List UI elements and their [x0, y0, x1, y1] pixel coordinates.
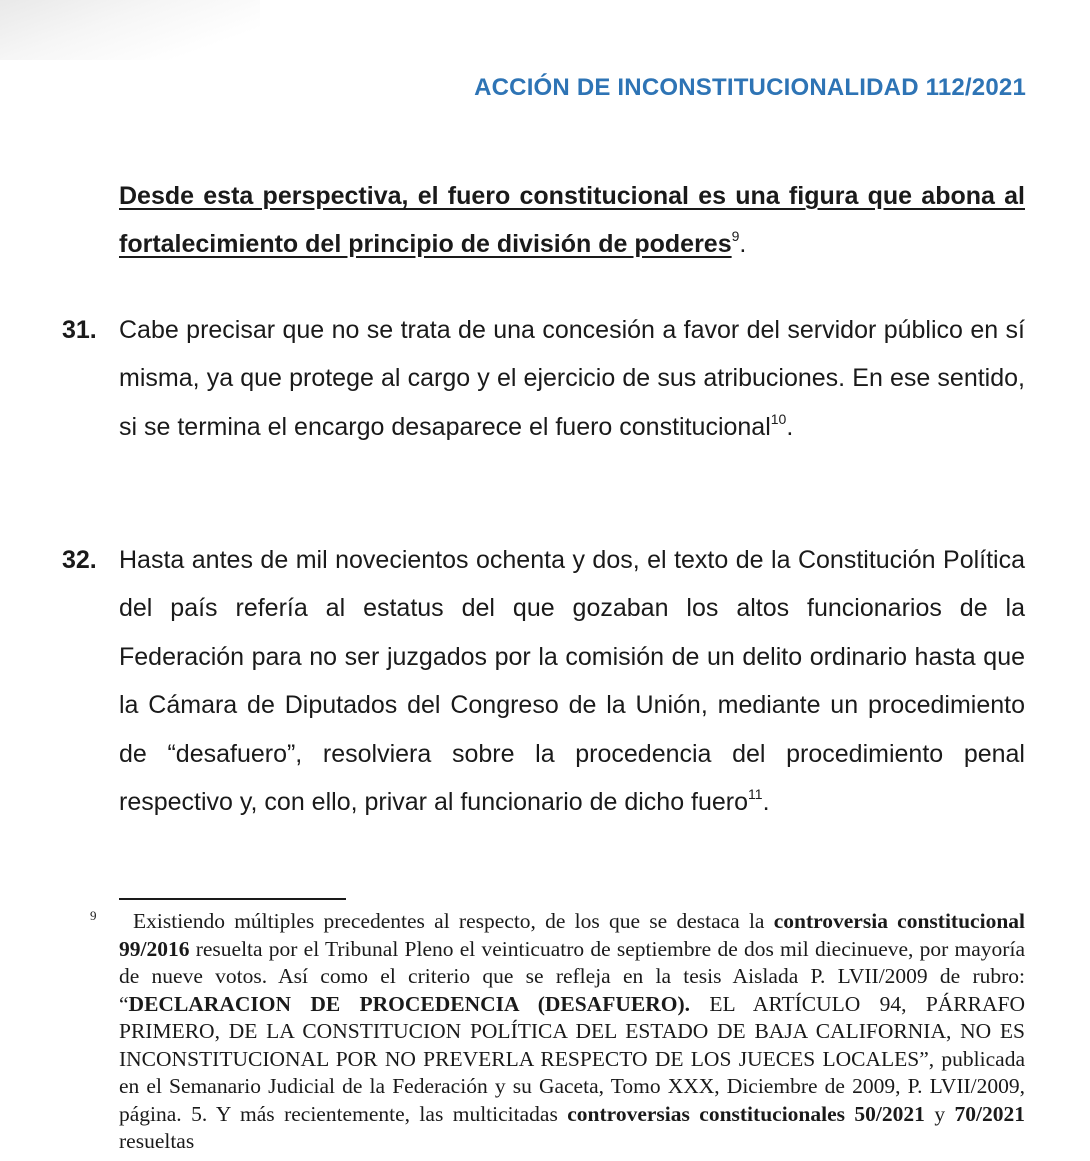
paragraph-31-trail: .: [786, 412, 794, 441]
paragraph-number-32: 32.: [62, 546, 97, 574]
footnote-separator: [119, 898, 346, 900]
footnote-bold-4: 70/2021: [954, 1101, 1025, 1126]
footnote-mark: 9: [90, 908, 97, 923]
paragraph-31-text: Cabe precisar que no se trata de una concesión a favor del servidor público en sí misma, ya que protege al cargo y el ejercicio de sus atribuciones. En ese sentido, si se termina el encargo desaparece el fuero constitucional: [119, 316, 1025, 441]
footnote-ref-10[interactable]: 10: [770, 410, 787, 427]
paragraph-32: [119, 536, 1025, 826]
paragraph-32-text: Hasta antes de mil novecientos ochenta y dos, el texto de la Constitución Política del país refería al estatus del que gozaban los altos funcionarios de la Federación para no ser juzgados por la comisión de un delito ordinario hasta que la Cámara de Diputados del Congreso de la Unión, mediante un procedimiento de “desafuero”, resolviera sobre la procedencia del procedimiento penal respectivo y, con ello, privar al funcionario de dicho fuero: [119, 546, 1025, 817]
footnote-text-4: y: [924, 1101, 955, 1126]
footnote-text-1: Existiendo múltiples precedentes al respecto, de los que se destaca la: [133, 909, 774, 933]
footnote-9: [119, 908, 1025, 1156]
footnote-bold-3: controversias constitucionales 50/2021: [567, 1101, 925, 1126]
paragraph-32-trail: .: [762, 788, 770, 817]
footnote-text-3: EL ARTÍCULO 94, PÁRRAFO PRIMERO, DE LA CONSTITUCION POLÍTICA DEL ESTADO DE BAJA CALIFORNIA, NO ES INCONSTITUCIONAL POR NO PREVERLA RESPECTO DE LOS JUECES LOCALES”, publicada en el Semanario Judicial de la Federación y su Gaceta, Tomo XXX, Diciembre de 2009, P. LVII/2009, página. 5. Y más recientemente, las multicitadas: [119, 991, 1025, 1126]
paragraph-31: [119, 306, 1025, 451]
footnote-bold-1: controversia constitucional 99/2016: [119, 909, 1025, 961]
footnote-text-5: resueltas: [119, 1129, 195, 1153]
intro-underlined-text: Desde esta perspectiva, el fuero constitucional es una figura que abona al fortalecimiento del principio de división de poderes: [119, 182, 1025, 259]
footnote-bold-2: DECLARACION DE PROCEDENCIA (DESAFUERO).: [128, 991, 690, 1016]
document-header: ACCIÓN DE INCONSTITUCIONALIDAD 112/2021: [474, 74, 1026, 101]
intro-paragraph: [119, 172, 1025, 269]
page-corner-shadow: [0, 0, 260, 60]
footnote-ref-11[interactable]: 11: [748, 786, 763, 803]
paragraph-number-31: 31.: [62, 316, 97, 344]
footnote-text-2: resuelta por el Tribunal Pleno el veinticuatro de septiembre de dos mil diecinueve, por mayoría de nueve votos. Así como el criterio que se refleja en la tesis Aislada P. LVII/2009 de rubro: “: [119, 936, 1025, 1016]
footnote-ref-9[interactable]: 9: [731, 228, 740, 245]
intro-trail: .: [739, 230, 747, 259]
